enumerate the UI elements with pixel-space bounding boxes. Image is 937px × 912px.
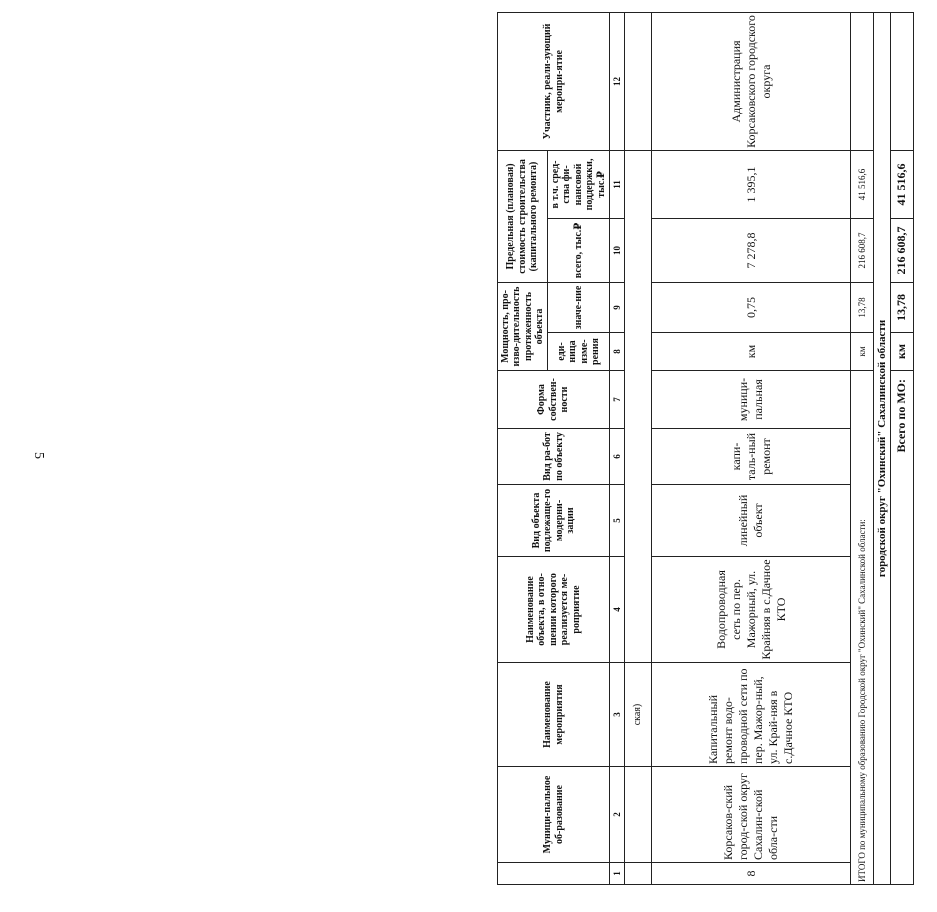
itogo-row	[851, 12, 874, 884]
cont-cell	[625, 150, 652, 662]
row-unit: км	[652, 333, 851, 371]
column-number: 1	[610, 863, 625, 885]
cont-cell	[625, 863, 652, 885]
header-cost-group: Предельная (плановая) стоимость строительства (капитального ремонта)	[498, 150, 548, 282]
header-cost-total: всего, тыс.₽	[548, 218, 610, 282]
header-work-type: Вид ра-бот по объекту	[498, 429, 610, 485]
total-empty	[891, 12, 914, 150]
column-number: 4	[610, 557, 625, 663]
row-municipality: Корсаков-ский город-ской округ Сахалин-ской обла-сти	[652, 767, 851, 863]
row-ownership: муници-пальная	[652, 371, 851, 429]
continuation-row	[625, 12, 652, 884]
column-number: 2	[610, 767, 625, 863]
row-work-type: капи-таль-ный ремонт	[652, 429, 851, 485]
total-row	[891, 12, 914, 884]
row-event-name: Капитальный ремонт водо-проводной сети по пер. Мажор-ный, ул. Край-няя в с.Дачное КТО	[652, 663, 851, 767]
row-cost-support: 1 395,1	[652, 150, 851, 218]
column-number: 3	[610, 663, 625, 767]
group-title: городской округ "Охинский" Сахалинской области	[874, 12, 891, 884]
itogo-value: 13,78	[851, 282, 874, 332]
header-capacity-group: Мощность, про-изво-дительность протяженность объекта	[498, 282, 548, 370]
column-number: 8	[610, 333, 625, 371]
itogo-cost-support: 41 516,6	[851, 150, 874, 218]
header-municipality: Муници-пальное об-разование	[498, 767, 610, 863]
row-object-type: линейный объект	[652, 485, 851, 557]
total-label: Всего по МО:	[891, 371, 914, 885]
header-blank	[498, 863, 610, 885]
header-object-name: Наименование объекта, в отно-шении которого реализуется ме-роприятие	[498, 557, 610, 663]
column-number: 6	[610, 429, 625, 485]
program-table	[497, 12, 914, 885]
header-value: значе-ние	[548, 282, 610, 332]
total-value: 13,78	[891, 282, 914, 332]
row-participant: Администрация Корсаковского городского округа	[652, 12, 851, 150]
row-cost-total: 7 278,8	[652, 218, 851, 282]
header-event-name: Наименование мероприятия	[498, 663, 610, 767]
total-cost-support: 41 516,6	[891, 150, 914, 218]
itogo-unit: км	[851, 333, 874, 371]
cont-cell	[625, 767, 652, 863]
header-object-type: Вид объекта подлежаще-го модерни-зации	[498, 485, 610, 557]
continuation-text: ская)	[625, 663, 652, 767]
column-number: 12	[610, 12, 625, 150]
itogo-label: ИТОГО по муниципальному образованию Городской округ "Охинский" Сахалинской области:	[851, 371, 874, 885]
header-participant: Участник, реали-зующий меропри-ятие	[498, 12, 610, 150]
table-row	[652, 12, 851, 884]
row-number: 8	[652, 863, 851, 885]
itogo-cost-total: 216 608,7	[851, 218, 874, 282]
column-number-row	[610, 12, 625, 884]
column-number: 11	[610, 150, 625, 218]
row-object-name: Водопроводная сеть по пер. Мажорный, ул. Крайняя в с.Дачное КТО	[652, 557, 851, 663]
header-unit: еди-ница изме-рения	[548, 333, 610, 371]
header-ownership: Форма собствен-ности	[498, 371, 610, 429]
column-number: 5	[610, 485, 625, 557]
page-number: 5	[31, 452, 46, 459]
rotated-table-wrapper	[497, 13, 937, 885]
total-cost-total: 216 608,7	[891, 218, 914, 282]
column-number: 9	[610, 282, 625, 332]
itogo-empty	[851, 12, 874, 150]
group-row	[874, 12, 891, 884]
column-number: 7	[610, 371, 625, 429]
row-value: 0,75	[652, 282, 851, 332]
total-unit: км	[891, 333, 914, 371]
column-number: 10	[610, 218, 625, 282]
cont-cell	[625, 12, 652, 150]
header-cost-support: в т.ч. сред-ства фи-нансовой поддержки, тыс.₽	[548, 150, 610, 218]
